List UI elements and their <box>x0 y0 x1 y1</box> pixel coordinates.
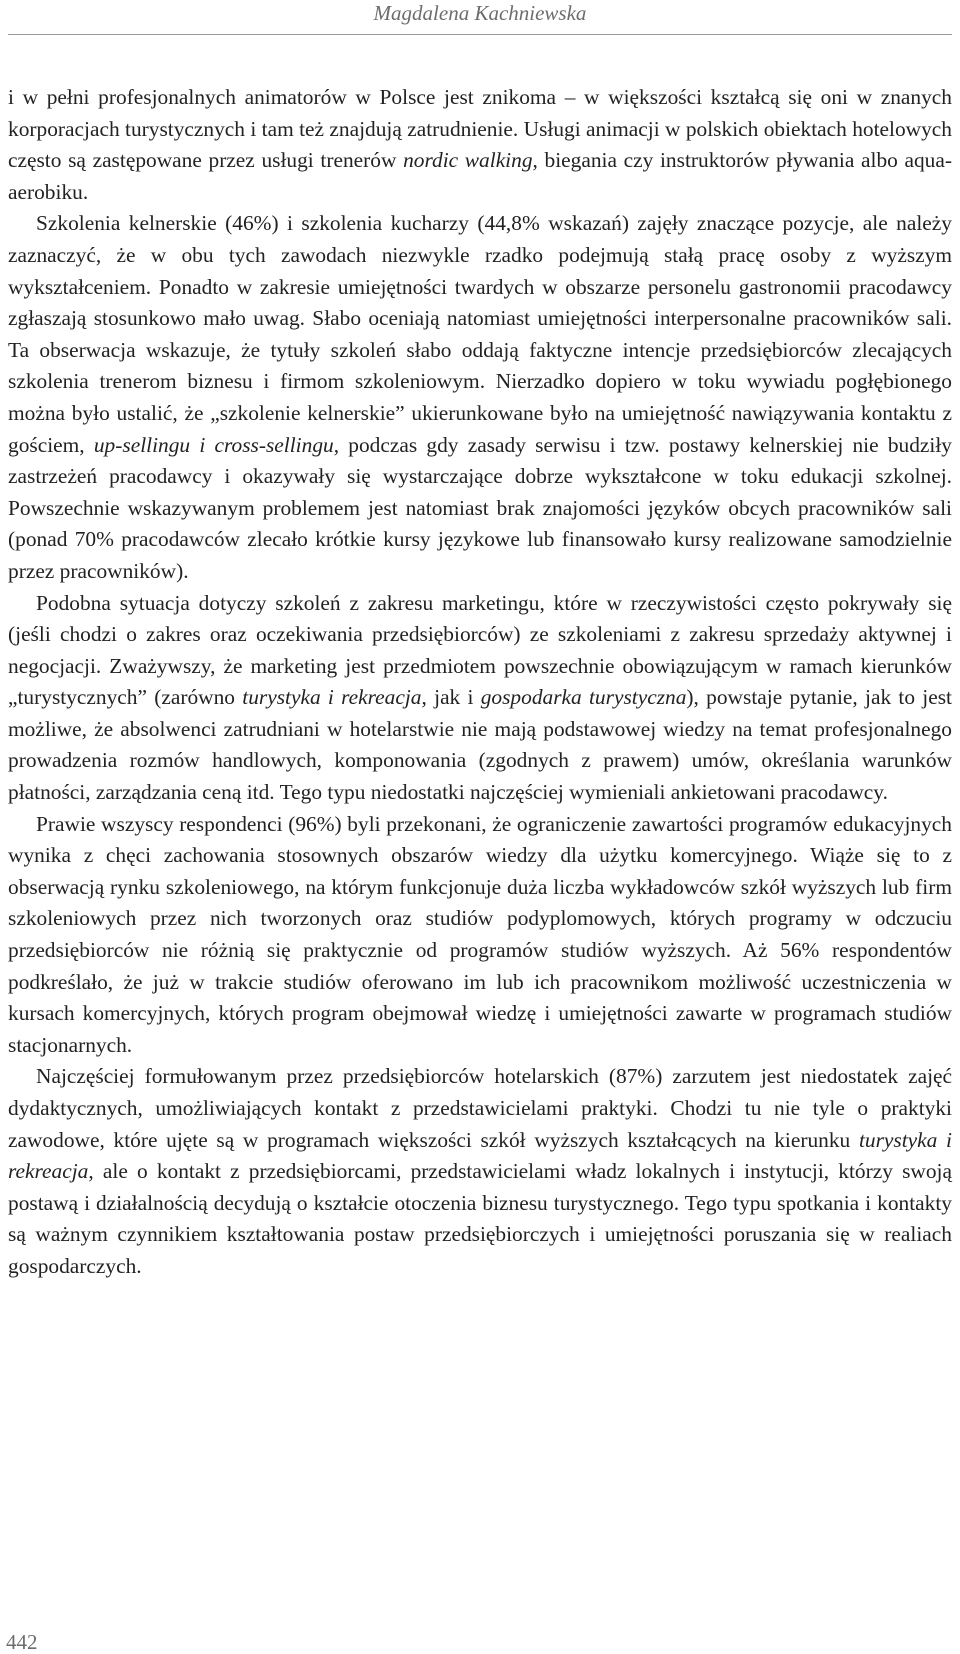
paragraph-1-text: i w pełni profesjonalnych animatorów w Polsce jest znikoma – w większości kształcą się oni w znanych korporacjach turystycznych i tam też znajdują zatrudnienie. Usługi animacji w polskich obiektach hotelowych często są zastępowane przez usługi trenerów <box>8 85 952 173</box>
paragraph-5-text: Najczęściej formułowanym przez przedsiębiorców hotelarskich (87%) zarzutem jest niedostatek zajęć dydaktycznych, umożliwiających kontakt z przedstawicielami praktyki. Chodzi tu nie tyle o praktyki zawodowe, które ujęte są w programach większości szkół wyższych kształcących na kierunku <box>8 1064 952 1152</box>
paragraph-1-italic-nordic-walking: nordic walking <box>403 148 533 173</box>
paragraph-1 <box>8 82 952 208</box>
paragraph-3-text-mid: , jak i <box>421 685 481 710</box>
paragraph-2-text-end: , podczas gdy zasady serwisu i tzw. postawy kelnerskiej nie budziły zastrzeżeń pracodawcy i okazywały się wystarczające dobrze wykształcone w toku edukacji szkolnej. Powszechnie wskazywanym problemem jest natomiast brak znajomości języków obcych pracowników sali (ponad 70% pracodawców zlecało krótkie kursy językowe lub finansowało kursy realizowane samodzielnie przez pracowników). <box>8 432 952 583</box>
paragraph-3-italic-gospodarka-turystyczna: gospodarka turystyczna <box>480 685 687 710</box>
paragraph-2-text: Szkolenia kelnerskie (46%) i szkolenia kucharzy (44,8% wskazań) zajęły znaczące pozycje, ale należy zaznaczyć, że w obu tych zawodach niezwykle rzadko podejmują stałą pracę osoby z wyższym wykształceniem. Ponadto w zakresie umiejętności twardych w obszarze personelu gastronomii pracodawcy zgłaszają stosunkowo mało uwag. Słabo oceniają natomiast umiejętności interpersonalne pracowników sali. Ta obserwacja wskazuje, że tytuły szkoleń słabo oddają faktyczne intencje przedsiębiorców zlecających szkolenia trenerom biznesu i firmom szkoleniowym. Nierzadko dopiero w toku wywiadu pogłębionego można było ustalić, że „szkolenie kelnerskie” ukierunkowane było na umiejętność nawiązywania kontaktu z gościem, <box>8 211 952 457</box>
paragraph-3-text-end: ), powstaje pytanie, jak to jest możliwe, że absolwenci zatrudniani w hotelarstwie nie mają podstawowej wiedzy na temat profesjonalnego prowadzenia rozmów handlowych, komponowania (zgodnych z prawem) umów, określania warunków płatności, zarządzania ceną itd. Tego typu niedostatki najczęściej wymieniali ankietowani pracodawcy. <box>8 685 953 805</box>
running-header: Magdalena Kachniewska <box>373 1 587 25</box>
paragraph-5 <box>8 1061 952 1282</box>
paragraph-5-text-end: , ale o kontakt z przedsiębiorcami, przedstawicielami władz lokalnych i instytucji, którzy swoją postawą i działalnością decydują o kształcie otoczenia biznesu turystycznego. Tego typu spotkania i kontakty są ważnym czynnikiem kształtowania postaw przedsiębiorczych i umiejętności poruszania się w realiach gospodarczych. <box>8 1159 952 1278</box>
header-rule <box>8 34 952 35</box>
page-number: 442 <box>6 1630 38 1654</box>
paragraph-3-text: Podobna sytuacja dotyczy szkoleń z zakresu marketingu, które w rzeczywistości często pokrywały się (jeśli chodzi o zakres oraz oczekiwania przedsiębiorców) ze szkoleniami z zakresu sprzedaży aktywnej i negocjacji. Zważywszy, że marketing jest przedmiotem powszechnie obowiązującym w ramach kierunków „turystycznych” (zarówno <box>8 590 952 710</box>
paragraph-4-text: Prawie wszyscy respondenci (96%) byli przekonani, że ograniczenie zawartości programów edukacyjnych wynika z chęci zachowania stosownych obszarów wiedzy dla użytku komercyjnego. Wiąże się to z obserwacją rynku szkoleniowego, na którym funkcjonuje duża liczba wykładowców szkół wyższych lub firm szkoleniowych przez nich tworzonych oraz studiów podyplomowych, których programy w odczuciu przedsiębiorców nie różnią się praktycznie od programów studiów wyższych. Aż 56% respondentów podkreślało, że już w trakcie studiów oferowano im lub ich pracownikom możliwość uczestniczenia w kursach komercyjnych, których program obejmował wiedzę i umiejętności zawarte w programach studiów stacjonarnych. <box>8 811 952 1057</box>
paragraph-5-italic-turystyka-i-rekreacja: turystyka i rekreacja <box>8 1127 953 1184</box>
paragraph-2-italic-upselling: up-sellingu i cross-sellingu <box>93 432 334 457</box>
body-text <box>8 82 952 1283</box>
paragraph-1-text-end: , biegania czy instruktorów pływania albo aqua-aerobiku. <box>8 148 952 204</box>
paragraph-3-italic-turystyka-i-rekreacja: turystyka i rekreacja <box>242 685 422 710</box>
paragraph-3 <box>8 588 952 809</box>
paragraph-2 <box>8 208 952 587</box>
paragraph-4 <box>8 809 952 1062</box>
